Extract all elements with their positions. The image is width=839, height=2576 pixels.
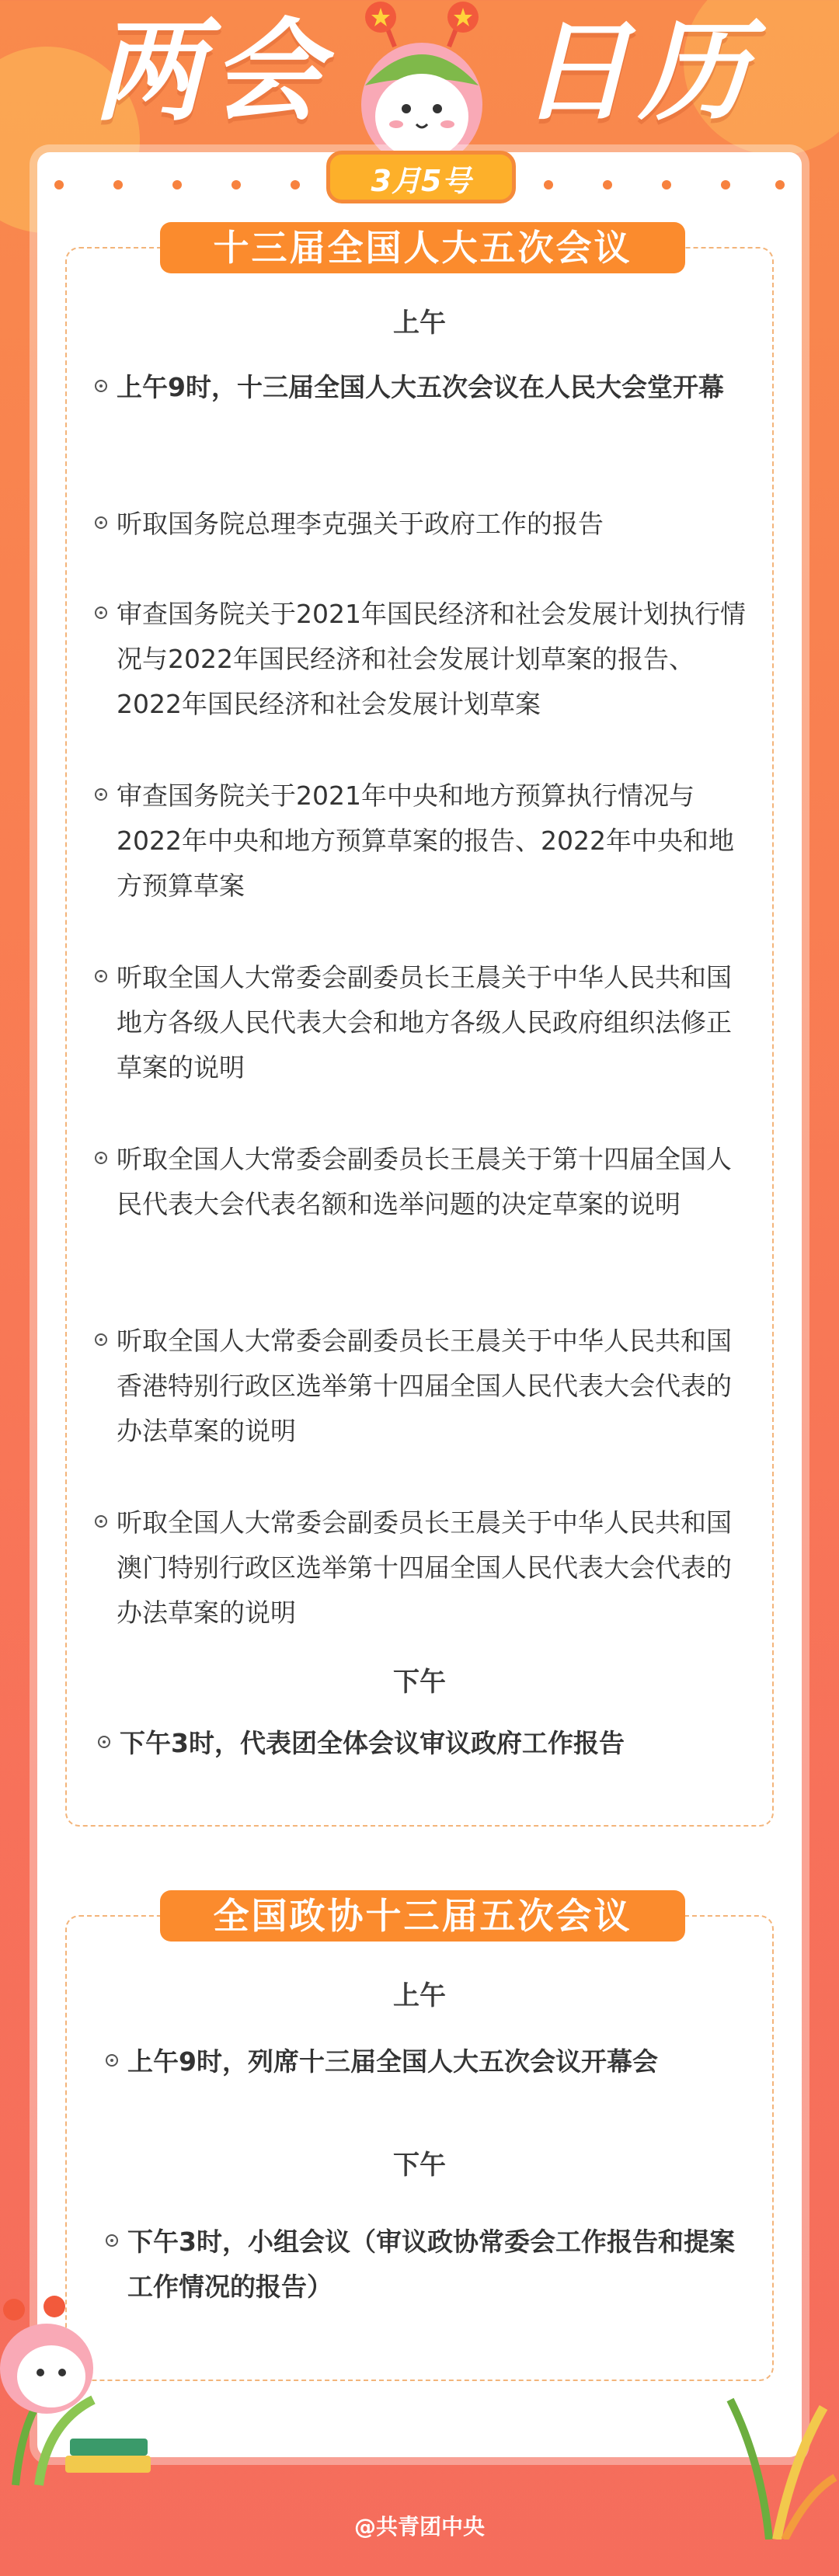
cppcc-session-section [65, 1895, 774, 2381]
npc-session-section [65, 227, 774, 1827]
footer-source: @共青团中央 [353, 2514, 485, 2539]
agenda-item: 审查国务院关于2021年国民经济和社会发展计划执行情况与2022年国民经济和社会发展计划草案的报告、2022年国民经济和社会发展计划草案 [95, 592, 747, 727]
bullet-icon [95, 970, 107, 982]
morning-label: 上午 [393, 308, 446, 339]
agenda-item: 上午9时，列席十三届全国人大五次会议开幕会 [106, 2039, 750, 2084]
bullet-icon [106, 2234, 118, 2247]
header-title-right: 日历 [520, 8, 757, 136]
agenda-item: 下午3时，小组会议（审议政协常委会工作报告和提案工作情况的报告） [106, 2220, 750, 2310]
morning-label: 上午 [393, 1980, 446, 2011]
agenda-item: 听取全国人大常委会副委员长王晨关于中华人民共和国香港特别行政区选举第十四届全国人民代表大会代表的办法草案的说明 [95, 1319, 747, 1454]
bullet-icon [95, 1152, 107, 1164]
bullet-icon [95, 1333, 107, 1346]
bullet-icon [95, 788, 107, 801]
section-title: 全国政协十三届五次会议 [160, 1890, 685, 1942]
bullet-icon [98, 1736, 110, 1748]
agenda-item: 听取全国人大常委会副委员长王晨关于中华人民共和国澳门特别行政区选举第十四届全国人民代表大会代表的办法草案的说明 [95, 1500, 747, 1636]
agenda-item: 下午3时，代表团全体会议审议政府工作报告 [98, 1721, 750, 1766]
date-badge: 3月5号 [326, 151, 516, 203]
bullet-icon [95, 607, 107, 619]
section-title: 十三届全国人大五次会议 [160, 222, 685, 273]
agenda-item: 听取全国人大常委会副委员长王晨关于第十四届全国人民代表大会代表名额和选举问题的决定草案的说明 [95, 1137, 747, 1227]
agenda-item: 审查国务院关于2021年中央和地方预算执行情况与2022年中央和地方预算草案的报告、2022年中央和地方预算草案 [95, 773, 747, 909]
mascot-reading-icon [0, 2291, 155, 2493]
bullet-icon [95, 380, 107, 392]
bullet-icon [95, 516, 107, 529]
afternoon-label: 下午 [393, 2150, 446, 2181]
afternoon-label: 下午 [393, 1667, 446, 1698]
header-title-left: 两会 [93, 8, 329, 136]
bullet-icon [106, 2054, 118, 2067]
agenda-item: 上午9时，十三届全国人大五次会议在人民大会堂开幕 [95, 365, 747, 410]
mascot-icon [348, 0, 496, 171]
agenda-item: 听取国务院总理李克强关于政府工作的报告 [95, 502, 747, 547]
bullet-icon [95, 1515, 107, 1528]
agenda-item: 听取全国人大常委会副委员长王晨关于中华人民共和国地方各级人民代表大会和地方各级人民政府组织法修正草案的说明 [95, 955, 747, 1090]
